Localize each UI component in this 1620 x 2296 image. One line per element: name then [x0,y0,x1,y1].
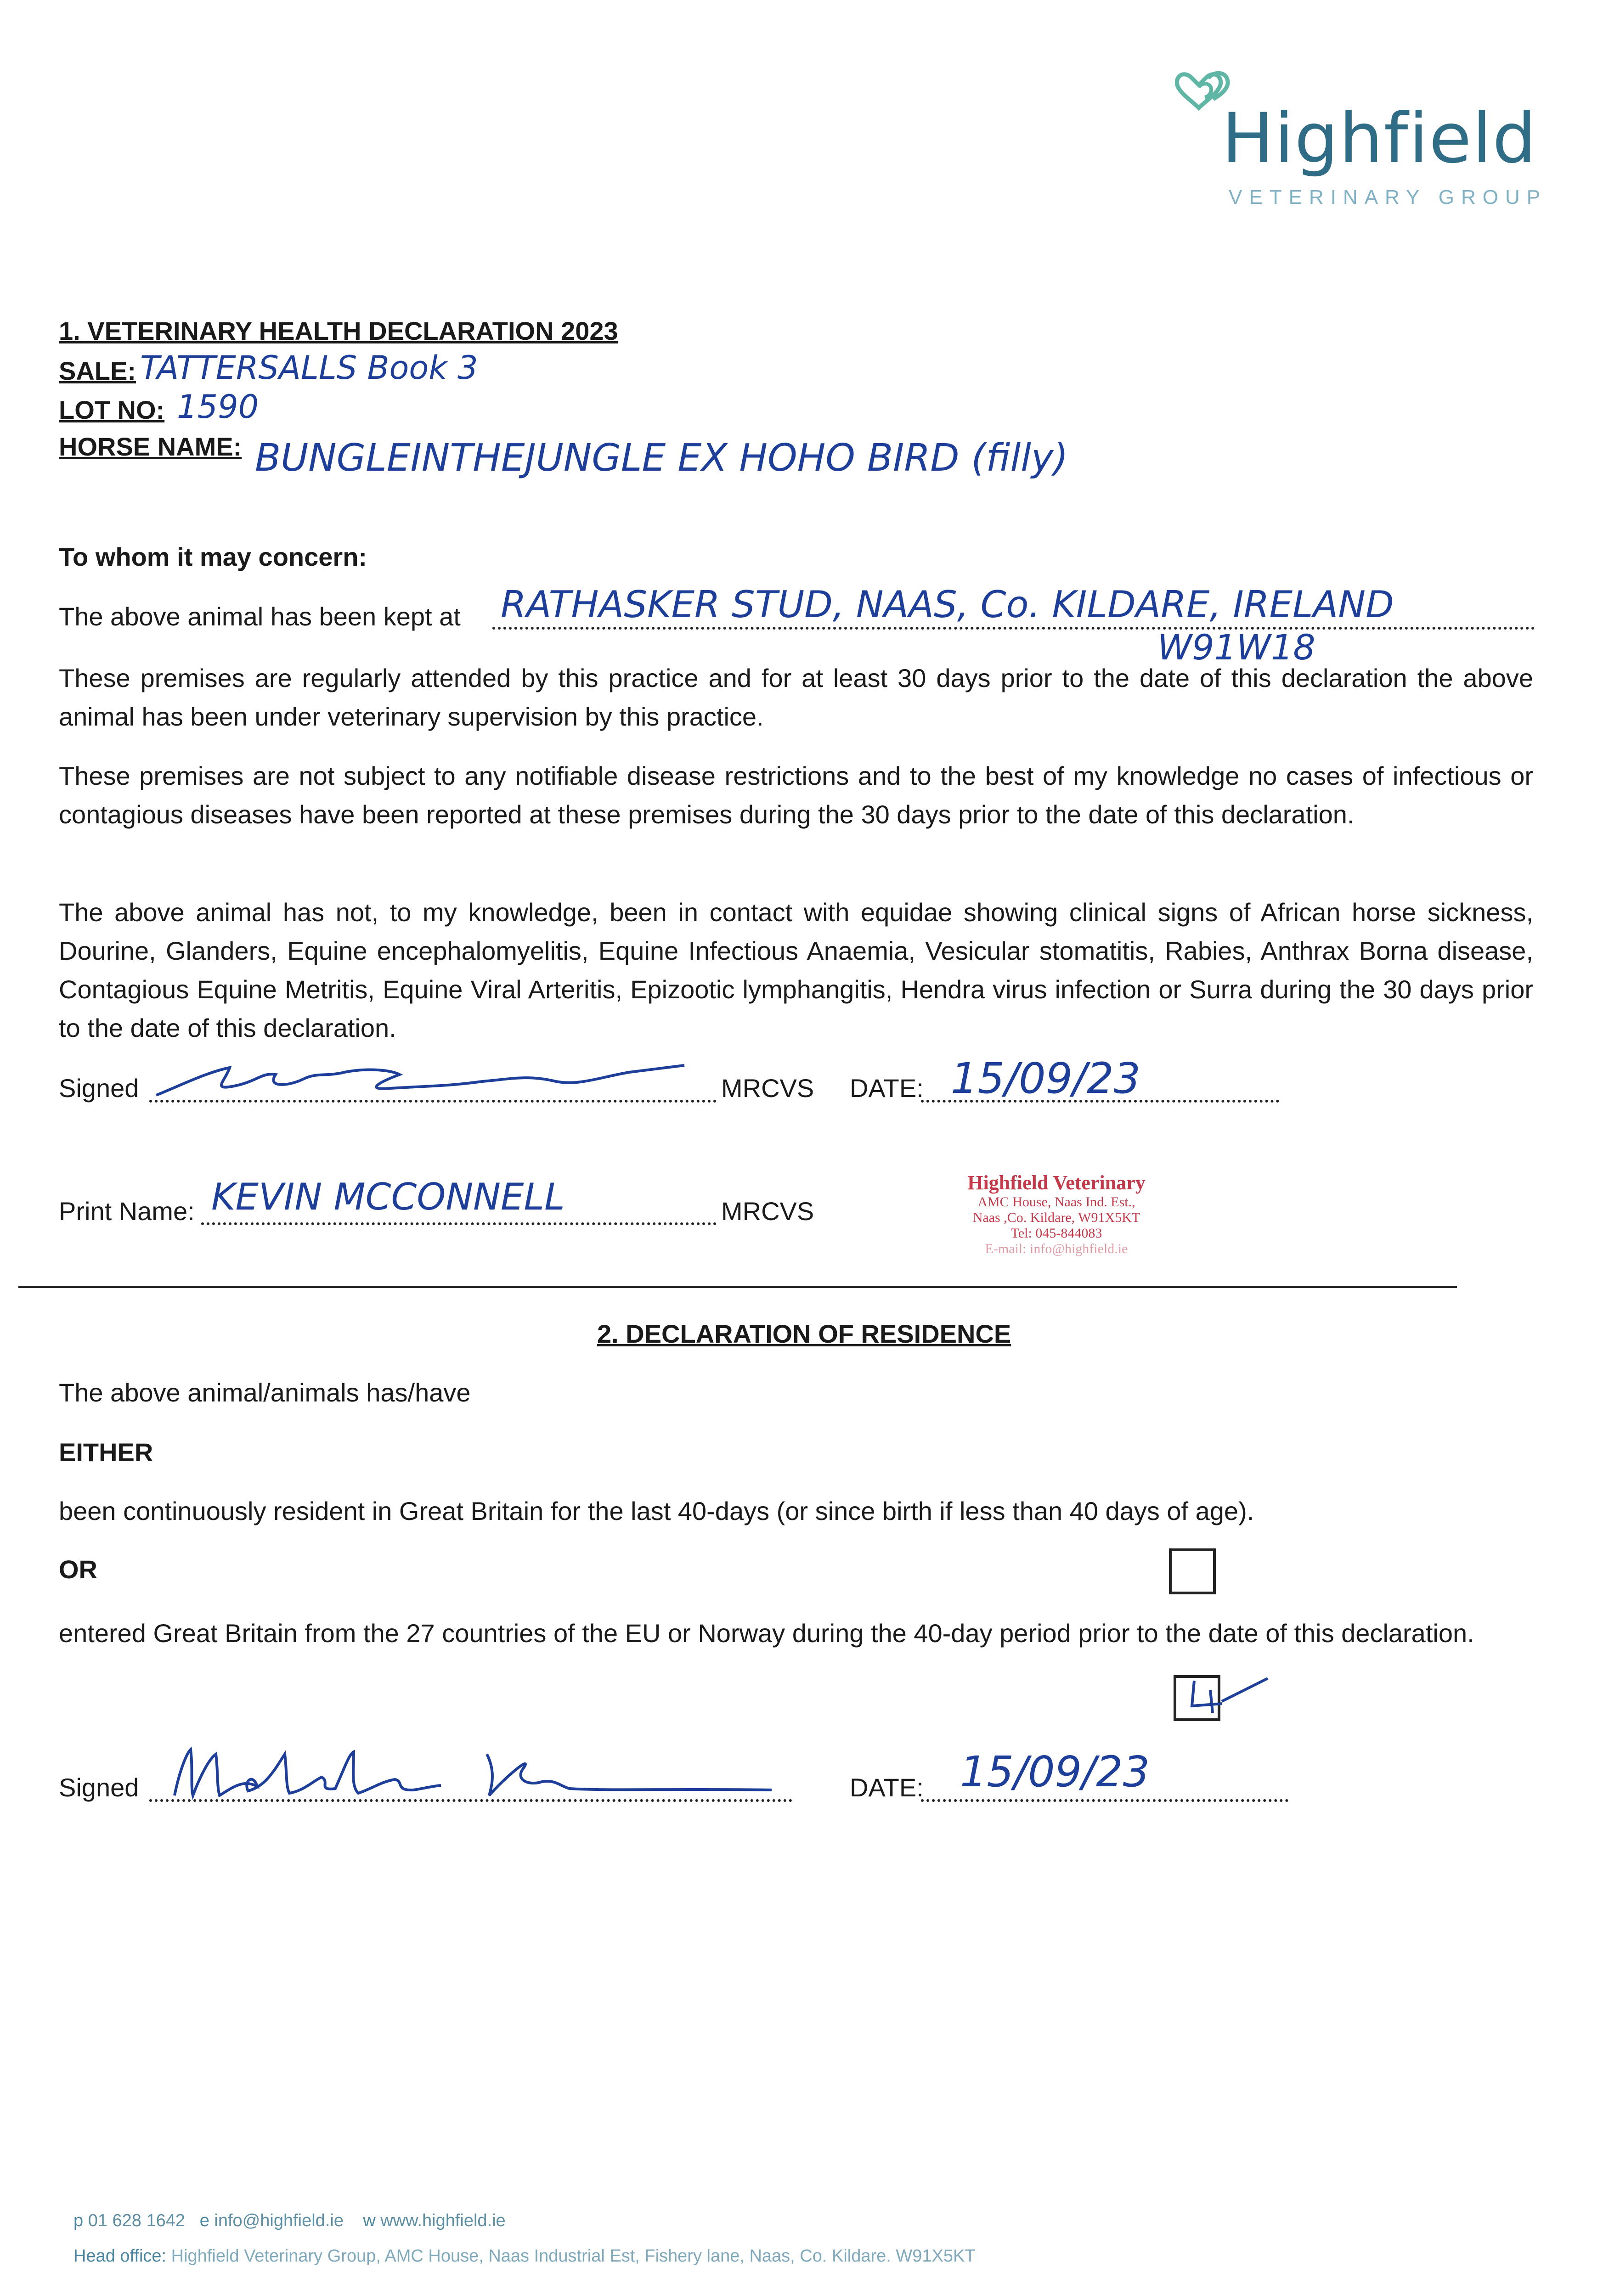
stamp-line1: Highfield Veterinary [967,1171,1146,1194]
head-office-label: Head office: [73,2246,167,2266]
or-label: OR [59,1555,97,1584]
stamp-line3: Naas ,Co. Kildare, W91X5KT [972,1210,1140,1225]
horse-name-value: BUNGLEINTHEJUNGLE EX HOHO BIRD (filly) [255,436,1068,480]
section2-title: 2. DECLARATION OF RESIDENCE [597,1319,1011,1348]
practice-stamp [937,1171,1176,1257]
residence-intro: The above animal/animals has/have [59,1378,471,1407]
vet-signature [152,1054,703,1104]
kept-at-dotted-line [492,627,1535,630]
stamp-line2: AMC House, Naas Ind. Est., [977,1194,1135,1210]
kept-at-value: RATHASKER STUD, NAAS, Co. KILDARE, IRELAND [501,583,1394,626]
kept-at-label: The above animal has been kept at [59,602,461,631]
phone-label: p [73,2211,84,2230]
email-link[interactable]: info@highfield.ie [214,2211,344,2230]
greeting: To whom it may concern: [59,542,367,571]
date-label-1: DATE: [850,1074,924,1103]
brand-subtitle: VETERINARY GROUP [1229,186,1547,208]
paragraph-no-contact: The above animal has not, to my knowledge, been in contact with equidae showing clinical signs of African horse sickness, Dourine, Glanders, Equine encephalomyelitis, Equine Infectious Anaemia, Vesicular stomatitis, Rabies, Anthrax Borna disease, Contagious Equine Metritis, Equine Viral Arteritis, Epizootic lymphangitis, Hendra virus infection or Surra during the 30 days prior to the date of this declaration. [59,898,1533,1042]
web-label: w [363,2211,376,2230]
brand-name: Highfield [1222,99,1537,179]
date-dotted-line-2 [921,1799,1288,1802]
owner-signature [165,1736,808,1805]
date-value-1: 15/09/23 [951,1054,1141,1103]
print-name-label: Print Name: [59,1197,195,1226]
web-link[interactable]: www.highfield.ie [380,2211,506,2230]
signed-label-2: Signed [59,1773,139,1802]
option2-check-mark [1176,1671,1286,1727]
stamp-line5: E-mail: info@highfield.ie [985,1241,1128,1256]
lot-label: LOT NO: [59,395,165,424]
either-label: EITHER [59,1438,153,1467]
footer-contacts [73,2211,506,2231]
footer-head-office [73,2246,976,2266]
print-name-value: KEVIN MCCONNELL [211,1176,565,1218]
phone-number: 01 628 1642 [88,2211,186,2230]
mrcvs-label-1: MRCVS [721,1074,814,1103]
print-name-dotted-line [201,1222,717,1225]
stamp-line4: Tel: 045-844083 [1010,1226,1102,1241]
paragraph-no-disease: These premises are not subject to any notifiable disease restrictions and to the best of my knowledge no cases of infectious or contagious diseases have been reported at these premises during the 30 days prior to the date of this declaration. [59,761,1533,829]
mrcvs-label-2: MRCVS [721,1197,814,1226]
email-label: e [199,2211,209,2230]
date-label-2: DATE: [850,1773,924,1802]
lot-value: 1590 [177,388,259,426]
option2-text: entered Great Britain from the 27 countries of the EU or Norway during the 40-day period prior to the date of this declaration. [59,1619,1474,1648]
sale-label: SALE: [59,356,136,385]
option1-checkbox[interactable] [1169,1548,1216,1594]
date-value-2: 15/09/23 [960,1747,1150,1796]
sale-value: TATTERSALLS Book 3 [140,349,478,387]
kept-at-code: W91W18 [1157,627,1315,668]
signed-label-1: Signed [59,1074,139,1103]
option1-text: been continuously resident in Great Britain for the last 40-days (or since birth if less than 40 days of age). [59,1497,1254,1525]
horse-name-label: HORSE NAME: [59,432,242,461]
section-divider [18,1286,1457,1288]
section1-title: 1. VETERINARY HEALTH DECLARATION 2023 [59,316,618,345]
head-office-address: Highfield Veterinary Group, AMC House, Naas Industrial Est, Fishery lane, Naas, Co. Kildare. W91X5KT [171,2246,976,2266]
paragraph-supervision: These premises are regularly attended by this practice and for at least 30 days prior to the date of this declaration the above animal has been under veterinary supervision by this practice. [59,664,1533,731]
